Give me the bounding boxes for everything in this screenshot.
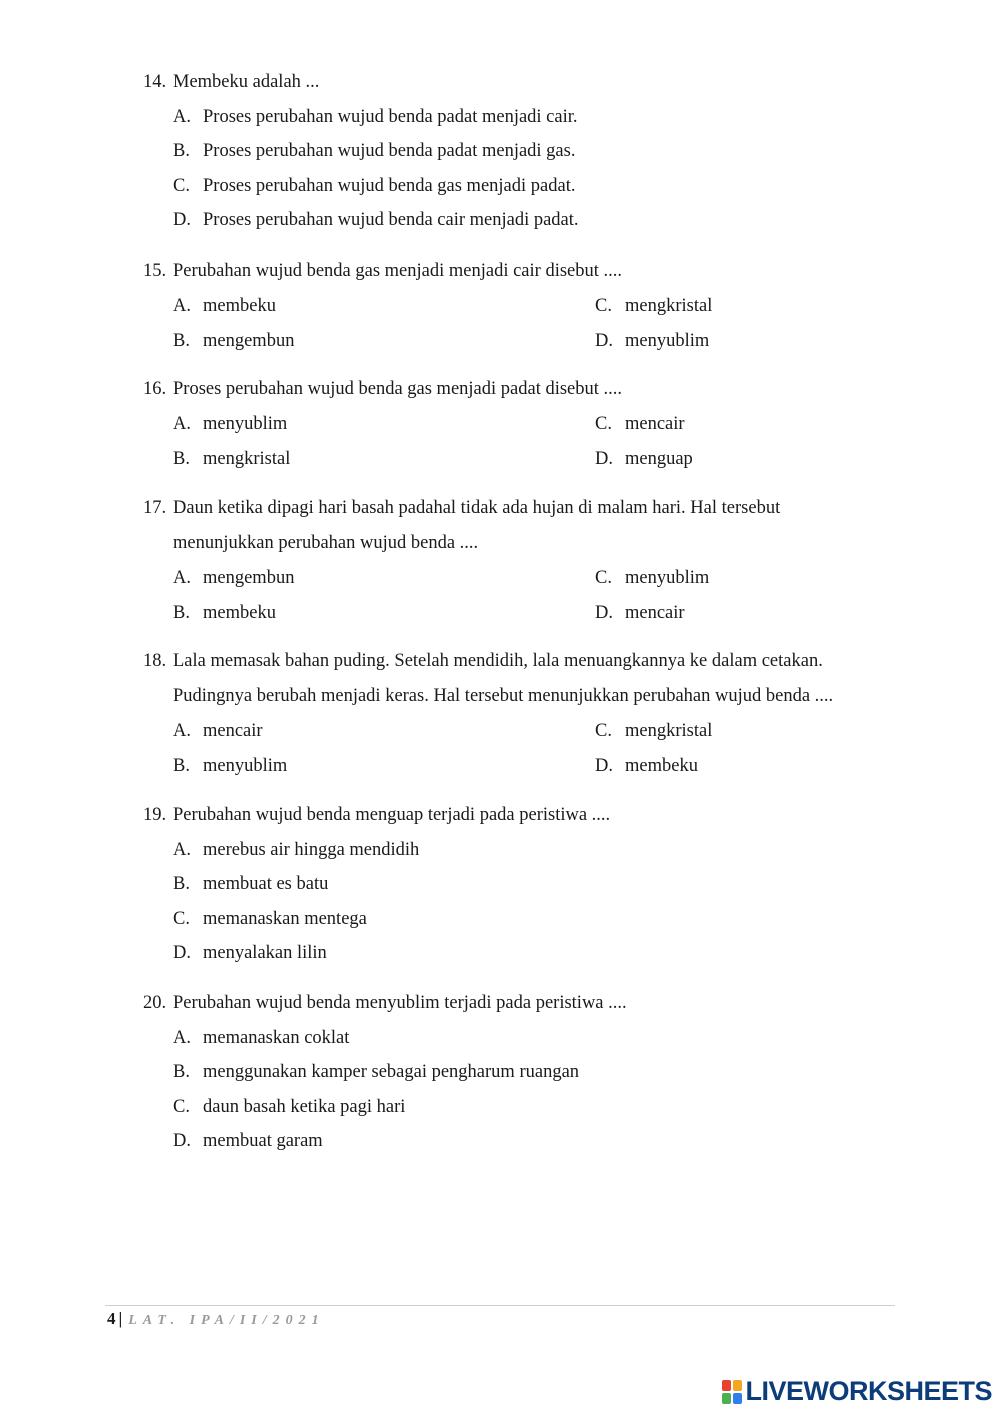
option-b[interactable] <box>173 867 913 901</box>
option-letter: B. <box>173 1062 190 1083</box>
question-number: 14. <box>143 72 167 92</box>
option-text: mengkristal <box>625 296 713 316</box>
option-text: mengembun <box>203 330 295 351</box>
option-letter: A. <box>173 414 191 434</box>
question-stem <box>143 491 913 561</box>
option-a[interactable] <box>173 407 595 442</box>
option-a[interactable] <box>173 833 913 867</box>
option-text: menyublim <box>203 755 288 776</box>
option-text: Proses perubahan wujud benda cair menjadi padat. <box>203 210 579 231</box>
question-text: Proses perubahan wujud benda gas menjadi padat disebut .... <box>173 379 623 399</box>
option-text: menguap <box>625 448 693 469</box>
question-text <box>173 644 913 714</box>
liveworksheets-wordmark: LIVEWORKSHEETS <box>745 1376 992 1406</box>
option-text: mengembun <box>203 568 295 588</box>
liveworksheets-logo <box>722 1376 992 1407</box>
option-text: menyublim <box>203 414 288 434</box>
question-text <box>173 491 913 561</box>
question-text-line: Pudingnya berubah menjadi keras. Hal tersebut menunjukkan perubahan wujud benda .... <box>173 686 834 706</box>
option-text: membeku <box>203 296 276 316</box>
option-text: mencair <box>625 602 685 623</box>
question-stem <box>143 254 913 289</box>
question-text-line: menunjukkan perubahan wujud benda .... <box>173 533 479 553</box>
question-stem <box>143 986 913 1021</box>
option-c[interactable] <box>173 902 913 936</box>
option-c[interactable] <box>595 289 895 324</box>
page-footer <box>107 1309 325 1329</box>
option-letter: D. <box>595 448 613 469</box>
question-number: 20. <box>143 993 167 1013</box>
option-text: mencair <box>203 721 263 741</box>
question-stem <box>143 65 913 100</box>
option-b[interactable] <box>173 324 595 359</box>
option-a[interactable] <box>173 100 913 134</box>
footer-separator: | <box>118 1309 123 1328</box>
option-grid <box>173 289 913 358</box>
option-c[interactable] <box>173 169 913 203</box>
option-letter: C. <box>595 296 612 316</box>
option-letter: A. <box>173 107 191 127</box>
logo-tile-green <box>722 1393 731 1404</box>
question-stem <box>143 644 913 714</box>
option-b[interactable] <box>173 596 595 631</box>
question-number: 19. <box>143 805 167 825</box>
question-number: 17. <box>143 498 167 518</box>
question-17 <box>143 491 913 630</box>
question-19 <box>143 798 913 971</box>
option-c[interactable] <box>595 714 895 749</box>
option-text: menyalakan lilin <box>203 943 327 964</box>
option-c[interactable] <box>595 407 895 442</box>
logo-tile-red <box>722 1380 731 1391</box>
option-list <box>173 1021 913 1159</box>
option-letter: A. <box>173 721 191 741</box>
option-b[interactable] <box>173 749 595 784</box>
option-letter: C. <box>173 175 190 196</box>
footer-divider <box>105 1305 895 1306</box>
option-grid <box>173 561 913 630</box>
option-letter: B. <box>173 874 190 895</box>
liveworksheets-logo-icon <box>722 1380 742 1404</box>
option-a[interactable] <box>173 1021 913 1055</box>
option-d[interactable] <box>595 749 895 784</box>
question-text: Membeku adalah ... <box>173 72 320 92</box>
option-text: membeku <box>203 602 276 623</box>
option-letter: D. <box>595 330 613 351</box>
option-grid <box>173 714 913 783</box>
option-text: menyublim <box>625 330 710 351</box>
question-number: 18. <box>143 651 167 671</box>
option-text: mengkristal <box>625 721 713 741</box>
option-text: membuat garam <box>203 1131 323 1152</box>
option-c[interactable] <box>595 561 895 596</box>
option-text: mencair <box>625 414 685 434</box>
document-code: LAT. IPA/II/2021 <box>128 1313 325 1328</box>
option-letter: A. <box>173 1028 191 1048</box>
question-15 <box>143 254 913 358</box>
question-number: 15. <box>143 261 167 281</box>
option-letter: D. <box>173 1131 191 1152</box>
option-text: membuat es batu <box>203 874 329 895</box>
option-b[interactable] <box>173 442 595 477</box>
option-letter: D. <box>595 755 613 776</box>
option-d[interactable] <box>595 324 895 359</box>
option-a[interactable] <box>173 714 595 749</box>
option-text: menyublim <box>625 568 710 588</box>
question-text: Perubahan wujud benda gas menjadi menjadi cair disebut .... <box>173 261 623 281</box>
option-letter: B. <box>173 755 190 776</box>
option-letter: C. <box>173 1096 190 1117</box>
option-list <box>173 100 913 238</box>
page-number: 4 <box>107 1309 116 1328</box>
option-d[interactable] <box>595 596 895 631</box>
option-d[interactable] <box>173 936 913 970</box>
option-text: memanaskan mentega <box>203 908 367 929</box>
option-grid <box>173 407 913 476</box>
question-text: Perubahan wujud benda menguap terjadi pada peristiwa .... <box>173 805 611 825</box>
option-text: Proses perubahan wujud benda padat menjadi cair. <box>203 107 578 127</box>
option-letter: C. <box>595 568 612 588</box>
option-a[interactable] <box>173 289 595 324</box>
option-text: Proses perubahan wujud benda gas menjadi padat. <box>203 175 576 196</box>
option-d[interactable] <box>595 442 895 477</box>
question-18 <box>143 644 913 783</box>
option-text: mengkristal <box>203 448 291 469</box>
option-letter: C. <box>173 908 190 929</box>
question-16 <box>143 372 913 476</box>
option-letter: C. <box>595 414 612 434</box>
option-letter: D. <box>595 602 613 623</box>
option-d[interactable] <box>173 1124 913 1158</box>
option-b[interactable] <box>173 134 913 168</box>
question-text: Perubahan wujud benda menyublim terjadi pada peristiwa .... <box>173 993 627 1013</box>
option-letter: B. <box>173 141 190 162</box>
option-letter: B. <box>173 330 190 351</box>
option-text: memanaskan coklat <box>203 1028 350 1048</box>
option-letter: A. <box>173 568 191 588</box>
option-c[interactable] <box>173 1090 913 1124</box>
option-letter: D. <box>173 210 191 231</box>
logo-tile-orange <box>733 1380 742 1391</box>
question-text-line: Daun ketika dipagi hari basah padahal tidak ada hujan di malam hari. Hal tersebut <box>173 498 781 518</box>
logo-tile-blue <box>733 1393 742 1404</box>
option-text: daun basah ketika pagi hari <box>203 1096 406 1117</box>
question-stem <box>143 372 913 407</box>
question-number: 16. <box>143 379 167 399</box>
option-text: menggunakan kamper sebagai pengharum ruangan <box>203 1062 580 1083</box>
option-letter: A. <box>173 296 191 316</box>
option-b[interactable] <box>173 1055 913 1089</box>
option-letter: B. <box>173 602 190 623</box>
option-text: merebus air hingga mendidih <box>203 840 420 860</box>
question-20 <box>143 986 913 1159</box>
option-a[interactable] <box>173 561 595 596</box>
option-letter: A. <box>173 840 191 860</box>
option-text: Proses perubahan wujud benda padat menjadi gas. <box>203 141 576 162</box>
option-letter: B. <box>173 448 190 469</box>
question-text-line: Lala memasak bahan puding. Setelah mendidih, lala menuangkannya ke dalam cetakan. <box>173 651 823 671</box>
option-letter: D. <box>173 943 191 964</box>
question-14 <box>143 65 913 238</box>
option-text: membeku <box>625 755 698 776</box>
option-d[interactable] <box>173 203 913 237</box>
option-letter: C. <box>595 721 612 741</box>
question-stem <box>143 798 913 833</box>
option-list <box>173 833 913 971</box>
